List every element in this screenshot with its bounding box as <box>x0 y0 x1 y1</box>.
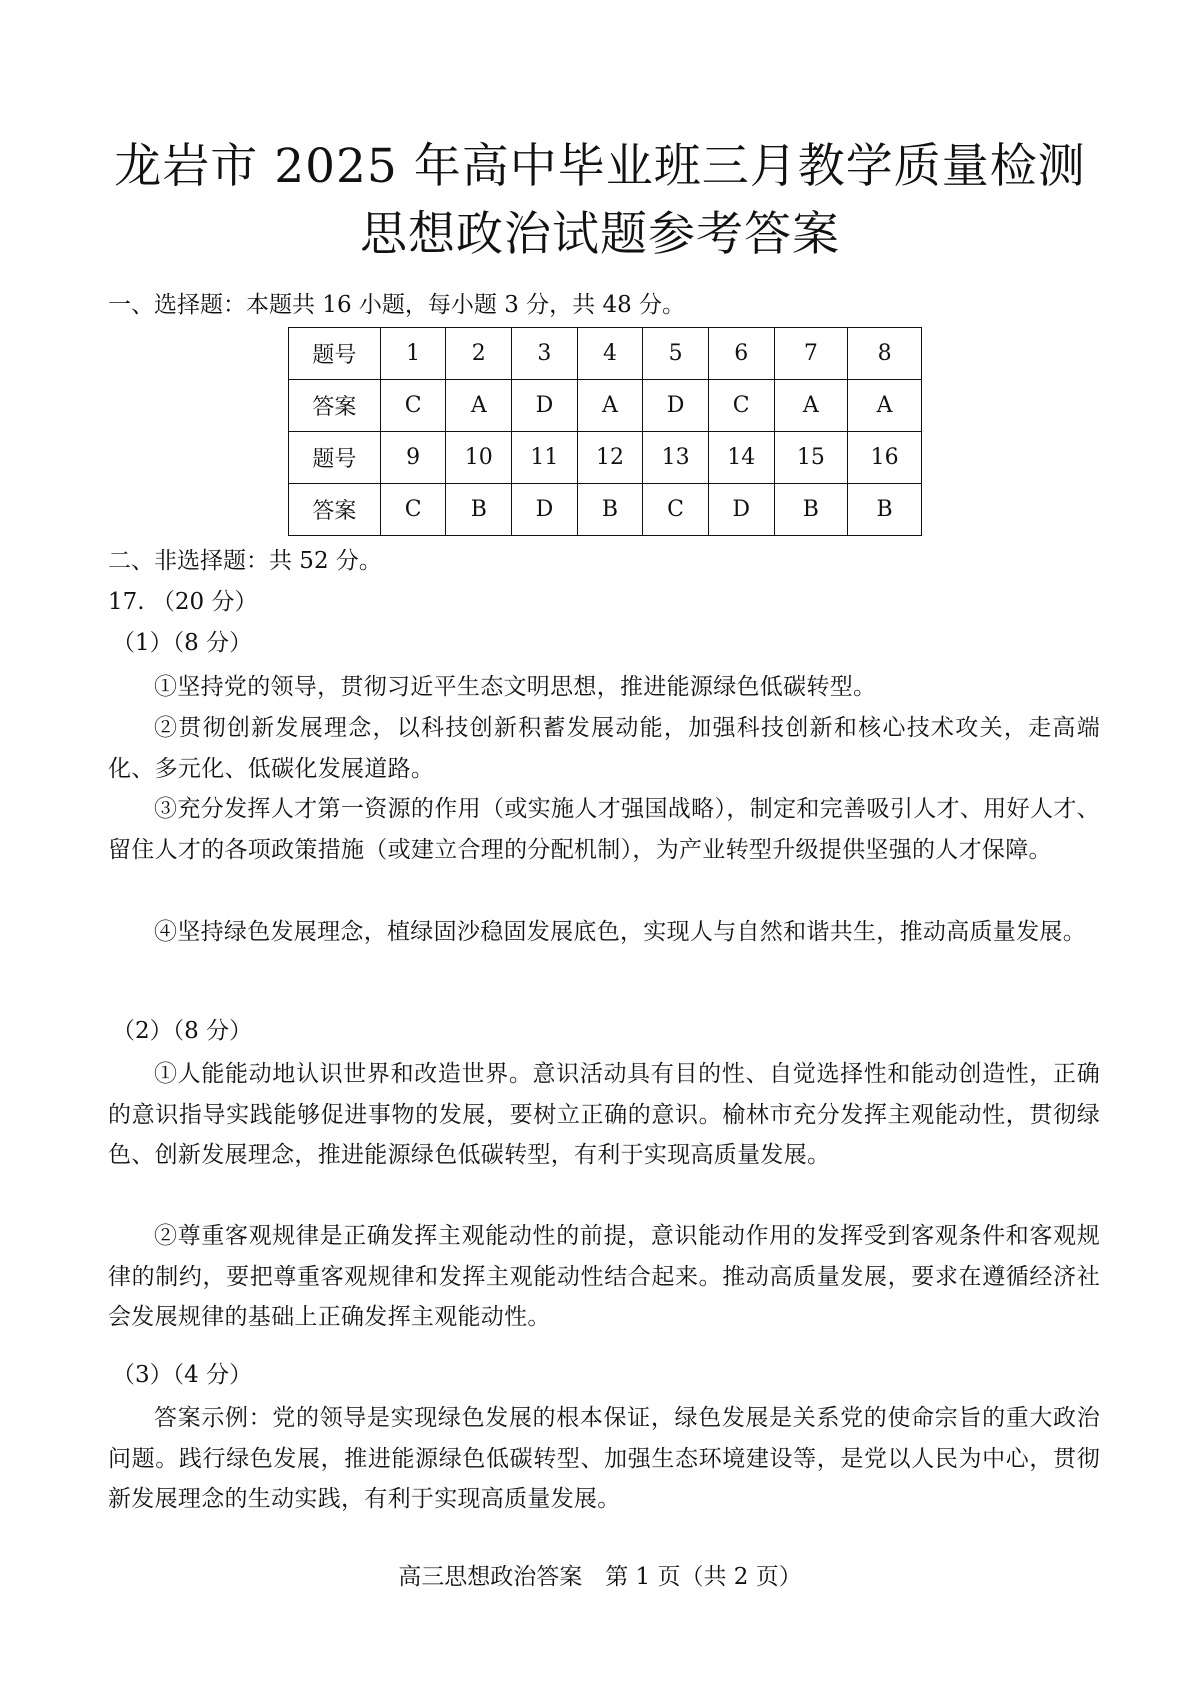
answer-cell: B <box>446 484 512 536</box>
answer-cell: C <box>380 484 446 536</box>
question-number-cell: 8 <box>848 328 922 380</box>
question-number-cell: 14 <box>708 432 774 484</box>
q17-part3-heading: （3）（4 分） <box>112 1362 253 1388</box>
answer-cell: D <box>643 380 709 432</box>
table-row <box>289 484 922 536</box>
question-number-cell: 15 <box>774 432 848 484</box>
q17-part3-point: 答案示例：党的领导是实现绿色发展的根本保证，绿色发展是关系党的使命宗旨的重大政治问题。践行绿色发展，推进能源绿色低碳转型、加强生态环境建设等，是党以人民为中心，贯彻新发展理念的生动实践，有利于实现高质量发展。 <box>108 1405 1100 1513</box>
answer-cell: B <box>577 484 643 536</box>
table-row <box>289 328 922 380</box>
answer-cell: D <box>708 484 774 536</box>
answer-cell: C <box>643 484 709 536</box>
q17-heading: 17. （20 分） <box>108 589 258 615</box>
section1-heading: 一、选择题：本题共 16 小题，每小题 3 分，共 48 分。 <box>108 292 686 318</box>
answer-cell: A <box>848 380 922 432</box>
document-title-line1: 龙岩市 2025 年高中毕业班三月教学质量检测 <box>114 139 1086 194</box>
answer-cell: B <box>848 484 922 536</box>
question-number-cell: 9 <box>380 432 446 484</box>
q17-part2-point: ②尊重客观规律是正确发挥主观能动性的前提，意识能动作用的发挥受到客观条件和客观规律的制约，要把尊重客观规律和发挥主观能动性结合起来。推动高质量发展，要求在遵循经济社会发展规律的基础上正确发挥主观能动性。 <box>108 1223 1100 1331</box>
document-title-line2: 思想政治试题参考答案 <box>360 207 840 262</box>
section2-heading: 二、非选择题：共 52 分。 <box>108 548 382 574</box>
question-number-cell: 13 <box>643 432 709 484</box>
q17-part1-point: ②贯彻创新发展理念，以科技创新积蓄发展动能，加强科技创新和核心技术攻关，走高端化、多元化、低碳化发展道路。 <box>108 715 1100 782</box>
answer-cell: D <box>512 380 578 432</box>
q17-part2-heading: （2）（8 分） <box>112 1018 253 1044</box>
q17-part1-point: ①坚持党的领导，贯彻习近平生态文明思想，推进能源绿色低碳转型。 <box>154 674 877 700</box>
answer-cell: C <box>708 380 774 432</box>
question-number-cell: 12 <box>577 432 643 484</box>
row-label-number: 题号 <box>289 432 381 484</box>
table-row <box>289 432 922 484</box>
question-number-cell: 5 <box>643 328 709 380</box>
question-number-cell: 2 <box>446 328 512 380</box>
row-label-answer: 答案 <box>289 484 381 536</box>
answer-cell: C <box>380 380 446 432</box>
question-number-cell: 10 <box>446 432 512 484</box>
q17-part1-point: ③充分发挥人才第一资源的作用（或实施人才强国战略），制定和完善吸引人才、用好人才、留住人才的各项政策措施（或建立合理的分配机制），为产业转型升级提供坚强的人才保障。 <box>108 796 1100 863</box>
answer-cell: A <box>774 380 848 432</box>
answer-cell: B <box>774 484 848 536</box>
answer-cell: A <box>577 380 643 432</box>
row-label-number: 题号 <box>289 328 381 380</box>
page-footer: 高三思想政治答案 第 1 页（共 2 页） <box>398 1564 802 1590</box>
question-number-cell: 16 <box>848 432 922 484</box>
question-number-cell: 7 <box>774 328 848 380</box>
question-number-cell: 1 <box>380 328 446 380</box>
q17-part2-point: ①人能能动地认识世界和改造世界。意识活动具有目的性、自觉选择性和能动创造性，正确的意识指导实践能够促进事物的发展，要树立正确的意识。榆林市充分发挥主观能动性，贯彻绿色、创新发展理念，推进能源绿色低碳转型，有利于实现高质量发展。 <box>108 1061 1100 1169</box>
question-number-cell: 3 <box>512 328 578 380</box>
answer-table <box>288 327 922 536</box>
question-number-cell: 11 <box>512 432 578 484</box>
answer-cell: D <box>512 484 578 536</box>
row-label-answer: 答案 <box>289 380 381 432</box>
table-row <box>289 380 922 432</box>
answer-cell: A <box>446 380 512 432</box>
q17-part1-heading: （1）（8 分） <box>112 630 253 656</box>
question-number-cell: 6 <box>708 328 774 380</box>
question-number-cell: 4 <box>577 328 643 380</box>
q17-part1-point: ④坚持绿色发展理念，植绿固沙稳固发展底色，实现人与自然和谐共生，推动高质量发展。 <box>154 919 1086 945</box>
